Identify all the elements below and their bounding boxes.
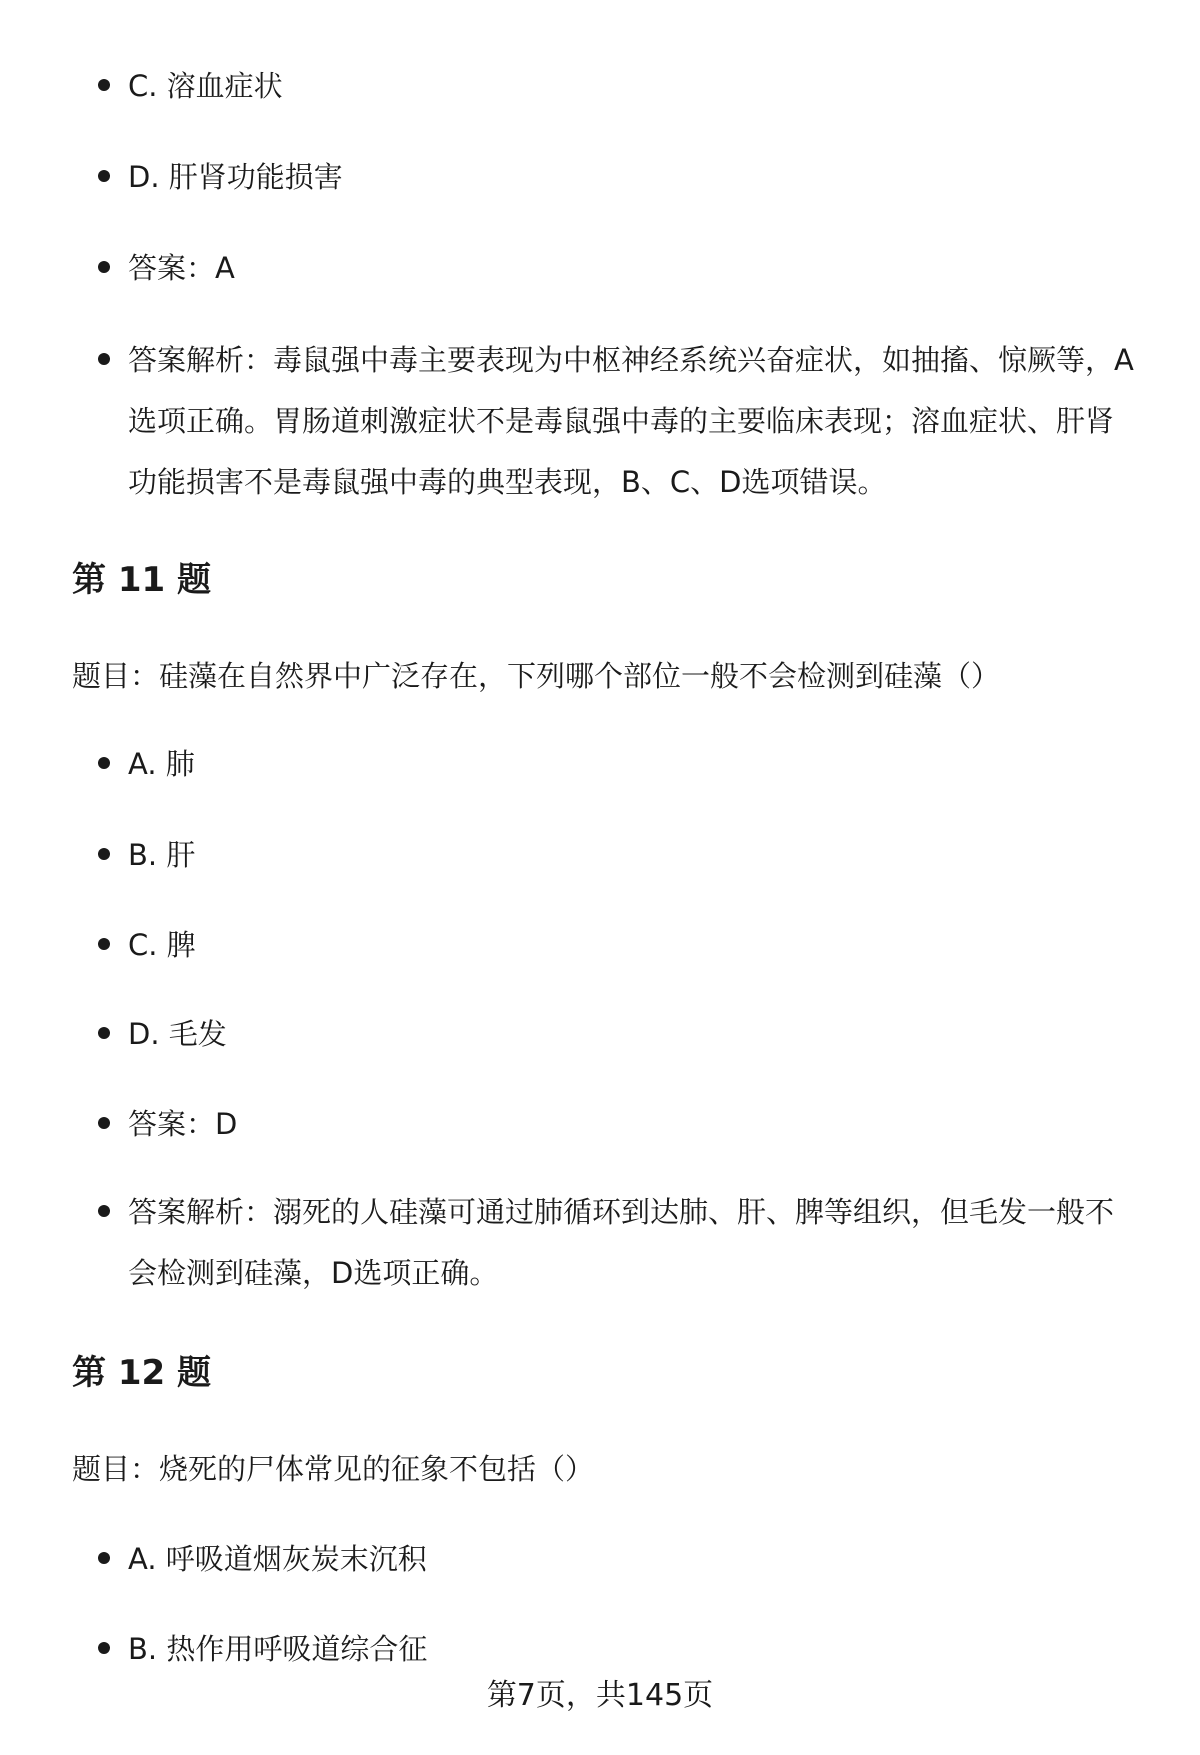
list-item — [128, 238, 1138, 299]
question-heading: 第 12 题 — [72, 1353, 211, 1393]
list-item — [128, 1182, 1138, 1304]
bullet-icon — [98, 757, 110, 769]
bullet-icon — [98, 170, 110, 182]
bullet-icon — [98, 848, 110, 860]
list-item — [128, 915, 1138, 976]
answer-text: 答案：A — [128, 251, 235, 285]
question-text: 题目：烧死的尸体常见的征象不包括（） — [72, 1452, 595, 1486]
list-item — [128, 1094, 1138, 1155]
answer-analysis-text: 答案解析：毒鼠强中毒主要表现为中枢神经系统兴奋症状，如抽搐、惊厥等，A选项正确。胃肠道刺激症状不是毒鼠强中毒的主要临床表现；溶血症状、肝肾功能损害不是毒鼠强中毒的典型表现，B、C、D选项错误。 — [128, 343, 1134, 499]
bullet-icon — [98, 261, 110, 273]
option-b-text: B. 肝 — [128, 838, 196, 872]
bullet-icon — [98, 79, 110, 91]
option-a-text: A. 肺 — [128, 747, 195, 781]
option-b-text: B. 热作用呼吸道综合征 — [128, 1632, 428, 1666]
answer-text: 答案：D — [128, 1107, 238, 1141]
bullet-icon — [98, 1642, 110, 1654]
bullet-icon — [98, 353, 110, 365]
option-d-text: D. 毛发 — [128, 1017, 227, 1051]
list-item — [128, 1004, 1138, 1065]
bullet-icon — [98, 1552, 110, 1564]
bullet-icon — [98, 938, 110, 950]
bullet-icon — [98, 1205, 110, 1217]
list-item — [128, 1529, 1138, 1590]
option-c-text: C. 溶血症状 — [128, 69, 283, 103]
question-text: 题目：硅藻在自然界中广泛存在，下列哪个部位一般不会检测到硅藻（） — [72, 659, 1001, 693]
question-heading: 第 11 题 — [72, 560, 211, 600]
bullet-icon — [98, 1117, 110, 1129]
bullet-icon — [98, 1027, 110, 1039]
answer-analysis-text: 答案解析：溺死的人硅藻可通过肺循环到达肺、肝、脾等组织，但毛发一般不会检测到硅藻，D选项正确。 — [128, 1195, 1115, 1290]
list-item — [128, 330, 1138, 513]
list-item — [128, 825, 1138, 886]
list-item — [128, 147, 1138, 208]
list-item — [128, 56, 1138, 117]
option-d-text: D. 肝肾功能损害 — [128, 160, 343, 194]
option-a-text: A. 呼吸道烟灰炭末沉积 — [128, 1542, 427, 1576]
list-item — [128, 1619, 1138, 1680]
list-item — [128, 734, 1138, 795]
page-number: 第7页，共145页 — [486, 1678, 714, 1713]
option-c-text: C. 脾 — [128, 928, 196, 962]
